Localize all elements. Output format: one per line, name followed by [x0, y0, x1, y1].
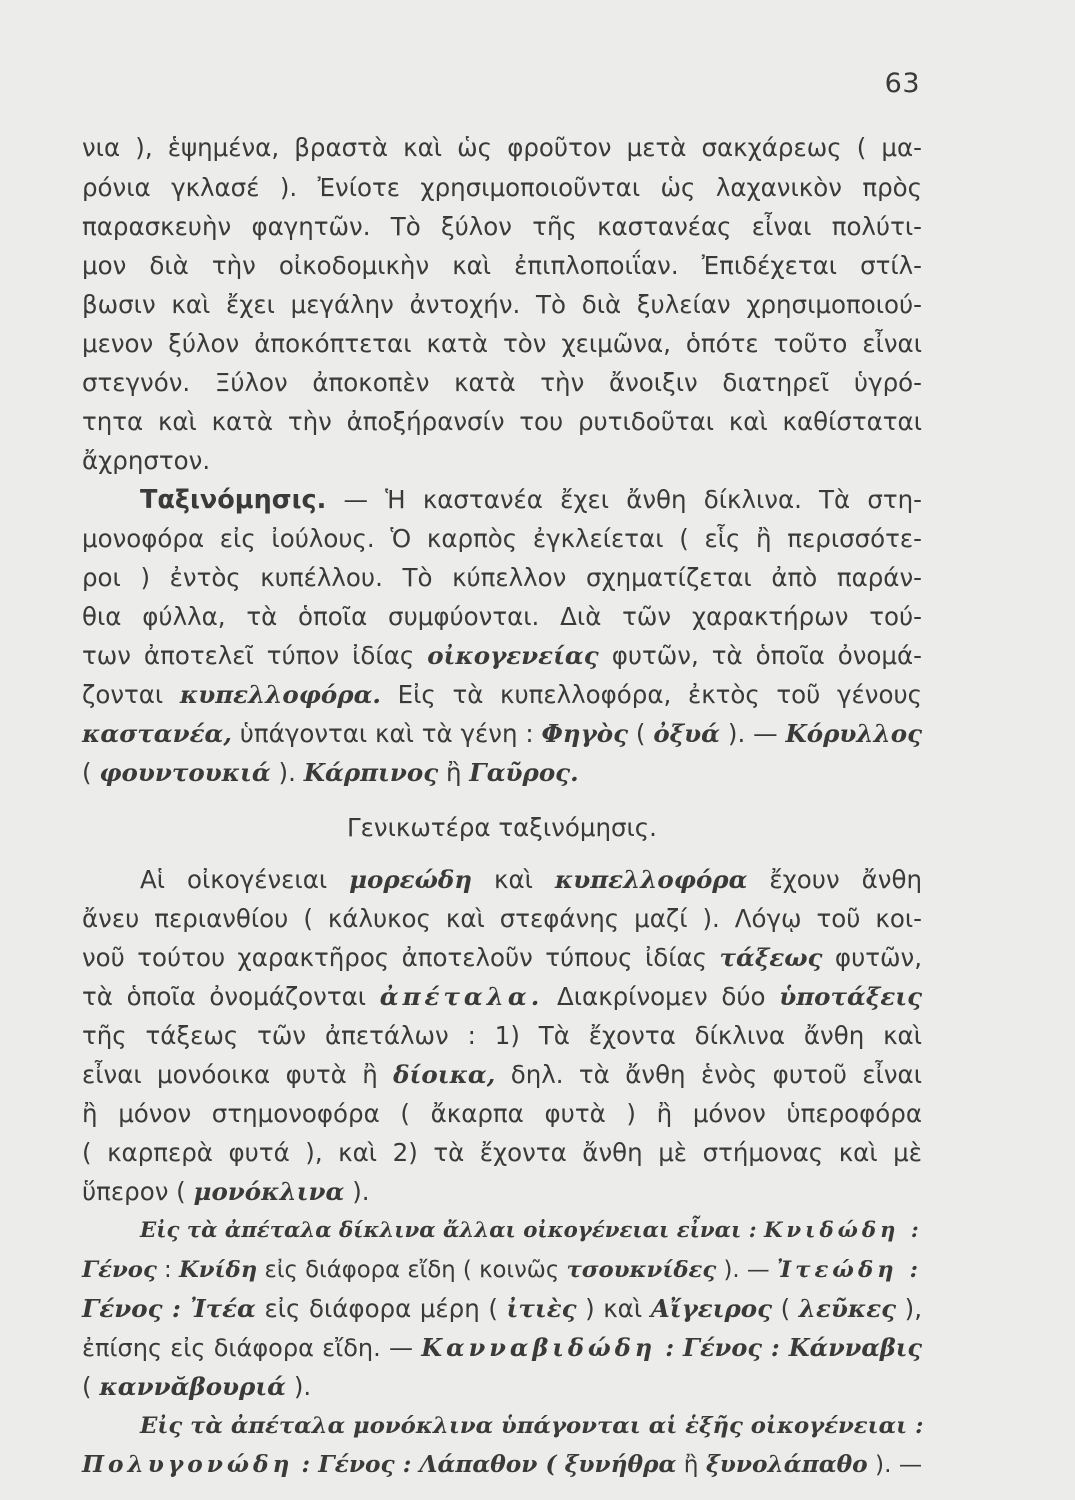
term: φουντουκιά	[99, 758, 271, 787]
text-line: νοῦ τούτου χαρακτῆρος ἀποτελοῦν τύπους ἰδίας τάξεως φυτῶν,	[82, 943, 922, 972]
term: Κάρπινος	[303, 758, 439, 787]
paragraph-title: Ταξινόμησις.	[140, 485, 327, 515]
text-line: ρόνια γκλασέ ). Ἐνίοτε χρησιμοποιοῦνται ὡς λαχανικὸν πρὸς	[82, 173, 922, 202]
text-line: τητα καὶ κατὰ τὴν ἀποξήρανσίν του ρυτιδοῦται καὶ καθίσταται	[82, 407, 922, 436]
term: Εἰς τὰ ἀπέταλα δίκλινα ἄλλαι οἰκογένειαι εἶναι :	[140, 1218, 764, 1243]
term: καστανέα,	[82, 719, 232, 748]
text-line: ὕπερον ( μονόκλινα ).	[82, 1177, 370, 1206]
text-line: ἐπίσης εἰς διάφορα εἴδη. — Κανναβιδώδη : Γένος : Κάνναβις	[82, 1333, 923, 1362]
term: Πολυγονώδη	[82, 1451, 294, 1478]
term: Αἴγειρος	[650, 1294, 773, 1323]
term: ξυνήθρα	[564, 1451, 677, 1478]
text-line: θια φύλλα, τὰ ὁποῖα συμφύονται. Διὰ τῶν χαρακτήρων τού-	[82, 602, 922, 631]
text-line: των ἀποτελεῖ τύπον ἰδίας οἰκογενείας φυτῶν, τὰ ὁποῖα ὀνομά-	[82, 641, 922, 670]
text-line: καστανέα, ὑπάγονται καὶ τὰ γένη : Φηγὸς ( ὀξυά ). — Κόρυλλος	[82, 719, 922, 748]
term: Ἰτεώδη :	[776, 1257, 923, 1283]
text-line: Γένος : Ἰτέα εἰς διάφορα μέρη ( ἰτιὲς ) καὶ Αἴγειρος ( λεῦκες ),	[82, 1294, 922, 1323]
text-line: νια ), ἑψημένα, βραστὰ καὶ ὡς φροῦτον μετὰ σακχάρεως ( μα-	[82, 133, 922, 162]
term: Κόρυλλος	[785, 719, 922, 748]
term: κυπελλοφόρα	[554, 865, 748, 894]
term: Γαῦρος.	[469, 758, 579, 787]
text-line: βωσιν καὶ ἔχει μεγάλην ἀντοχήν. Τὸ διὰ ξυλείαν χρησιμοποιού-	[82, 290, 922, 319]
term: μονόκλινα	[193, 1177, 345, 1206]
term: ξυνολάπαθο	[705, 1451, 868, 1478]
term: Γένος	[82, 1257, 157, 1283]
text-line: εἶναι μονόοικα φυτὰ ἢ δίοικα, δηλ. τὰ ἄνθη ἑνὸς φυτοῦ εἶναι	[82, 1060, 923, 1089]
text-line: ( καρπερὰ φυτά ), καὶ 2) τὰ ἔχοντα ἄνθη μὲ στήμονας καὶ μὲ	[82, 1138, 922, 1167]
term: ὑποτάξεις	[779, 982, 922, 1011]
term: ἀπέταλα.	[379, 982, 544, 1011]
term: καννᾰβουριά	[99, 1372, 287, 1401]
text-line: τῆς τάξεως τῶν ἀπετάλων : 1) Τὰ ἔχοντα δίκλινα ἄνθη καὶ	[82, 1021, 922, 1050]
section-heading: Γενικωτέρα ταξινόμησις.	[347, 813, 657, 842]
text-line: Πολυγονώδη : Γένος : Λάπαθον ( ξυνήθρα ἢ ξυνολάπαθο ). —	[82, 1451, 923, 1478]
text-line: ἢ μόνον στημονοφόρα ( ἄκαρπα φυτὰ ) ἢ μόνον ὑπεροφόρα	[82, 1099, 922, 1128]
text-line: τὰ ὁποῖα ὀνομάζονται ἀπέταλα. Διακρίνομεν δύο ὑποτάξεις	[82, 982, 922, 1011]
text-line	[140, 1211, 922, 1251]
text-line: ἄχρηστον.	[82, 446, 211, 475]
term: μορεώδη	[349, 865, 473, 894]
term: Γένος : Ἰτέα	[82, 1294, 256, 1323]
text-line: Αἱ οἰκογένειαι μορεώδη καὶ κυπελλοφόρα ἔχουν ἄνθη	[140, 865, 922, 894]
text-line: Γένος : Κνίδη εἰς διάφορα εἴδη ( κοινῶς τσουκνίδες ). — Ἰτεώδη :	[82, 1257, 923, 1283]
term: τσουκνίδες	[566, 1257, 717, 1283]
text-line: στεγνόν. Ξύλον ἀποκοπὲν κατὰ τὴν ἄνοιξιν διατηρεῖ ὑγρό-	[82, 368, 922, 397]
text-line: ( φουντουκιά ). Κάρπινος ἢ Γαῦρος.	[82, 758, 579, 787]
text-line	[140, 1406, 922, 1446]
term: ὀξυά	[653, 719, 721, 748]
term: Φηγὸς	[541, 719, 629, 748]
term: : Γένος : Κάνναβις	[656, 1333, 923, 1362]
term: δίοικα,	[393, 1060, 496, 1089]
term: ἰτιὲς	[506, 1294, 577, 1323]
text-line: ἄνευ περιανθίου ( κάλυκος καὶ στεφάνης μαζί ). Λόγῳ τοῦ κοι-	[82, 904, 922, 933]
text-line: μον διὰ τὴν οἰκοδομικὴν καὶ ἐπιπλοποιΐαν. Ἐπιδέχεται στίλ-	[82, 251, 922, 280]
term: : Γένος : Λάπαθον (	[293, 1451, 565, 1478]
term: Κανναβιδώδη	[421, 1333, 657, 1362]
term: λεῦκες	[798, 1294, 897, 1323]
text-line: ροι ) ἐντὸς κυπέλλου. Τὸ κύπελλον σχηματίζεται ἀπὸ παράν-	[82, 563, 922, 592]
term: τάξεως	[719, 943, 823, 972]
term: κυπελλοφόρα.	[179, 680, 381, 709]
text-line: μενον ξύλον ἀποκόπτεται κατὰ τὸν χειμῶνα, ὁπότε τοῦτο εἶναι	[82, 329, 922, 358]
term: Εἰς τὰ ἀπέταλα μονόκλινα ὑπάγονται αἱ ἑξῆς οἰκογένειαι :	[140, 1413, 924, 1439]
text-line: ( καννᾰβουριά ).	[82, 1372, 312, 1401]
text-line: μονοφόρα εἰς ἰούλους. Ὁ καρπὸς ἐγκλείεται ( εἷς ἢ περισσότε-	[82, 524, 922, 553]
term: Κνιδώδη :	[763, 1218, 923, 1243]
text-line: ζονται κυπελλοφόρα. Εἰς τὰ κυπελλοφόρα, ἐκτὸς τοῦ γένους	[82, 680, 922, 709]
text-line: παρασκευὴν φαγητῶν. Τὸ ξύλον τῆς καστανέας εἶναι πολύτι-	[82, 212, 922, 241]
term: οἰκογενείας	[427, 641, 599, 670]
page-number: 63	[884, 68, 920, 99]
term: Κνίδη	[178, 1257, 258, 1283]
text-line: Ταξινόμησις. — Ἡ καστανέα ἔχει ἄνθη δίκλινα. Τὰ στη-	[140, 485, 922, 515]
